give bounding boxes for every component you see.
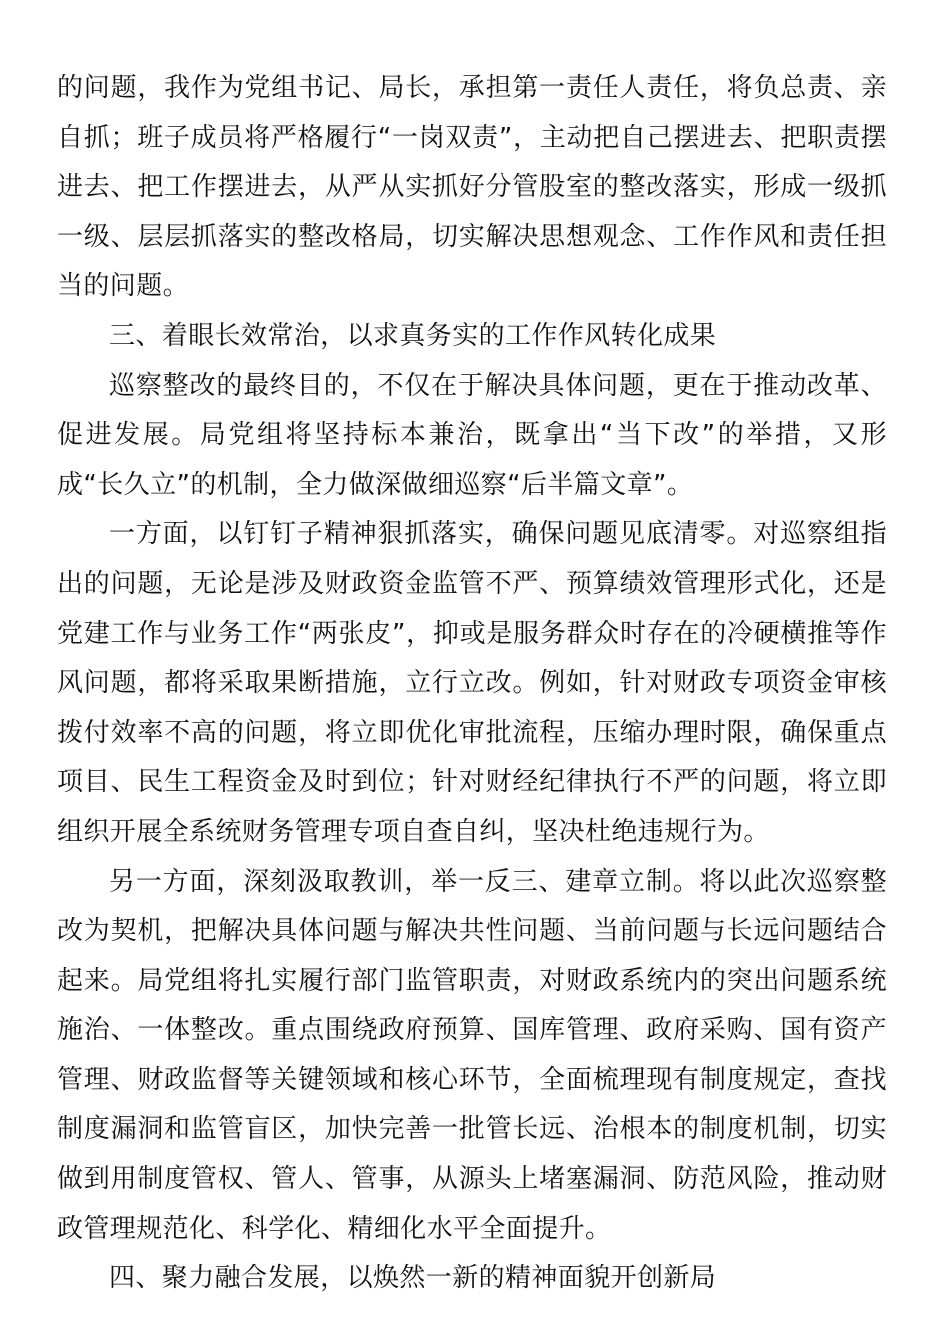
paragraph-rectification-goal: 巡察整改的最终目的，不仅在于解决具体问题，更在于推动改革、促进发展。局党组将坚持标本兼治，既拿出“当下改”的举措，又形成“长久立”的机制，全力做深做细巡察“后半篇文章”。 bbox=[57, 370, 887, 500]
paragraph-on-one-hand: 一方面，以钉钉子精神狠抓落实，确保问题见底清零。对巡察组指出的问题，无论是涉及财政资金监管不严、预算绩效管理形式化，还是党建工作与业务工作“两张皮”，抑或是服务群众时存在的冷硬横推等作风问题，都将采取果断措施，立行立改。例如，针对财政专项资金审核拨付效率不高的问题，将立即优化审批流程，压缩办理时限，确保重点项目、民生工程资金及时到位；针对财经纪律执行不严的问题，将立即组织开展全系统财务管理专项自查自纠，坚决杜绝违规行为。 bbox=[57, 519, 887, 847]
paragraph-on-other-hand: 另一方面，深刻汲取教训，举一反三、建章立制。将以此次巡察整改为契机，把解决具体问题与解决共性问题、当前问题与长远问题结合起来。局党组将扎实履行部门监管职责，对财政系统内的突出问题系统施治、一体整改。重点围绕政府预算、国库管理、政府采购、国有资产管理、财政监督等关键领域和核心环节，全面梳理现有制度规定，查找制度漏洞和监管盲区，加快完善一批管长远、治根本的制度机制，切实做到用制度管权、管人、管事，从源头上堵塞漏洞、防范风险，推动财政管理规范化、科学化、精细化水平全面提升。 bbox=[57, 866, 887, 1244]
paragraph-continuation: 的问题，我作为党组书记、局长，承担第一责任人责任，将负总责、亲自抓；班子成员将严格履行“一岗双责”，主动把自己摆进去、把职责摆进去、把工作摆进去，从严从实抓好分管股室的整改落实，形成一级抓一级、层层抓落实的整改格局，切实解决思想观念、工作作风和责任担当的问题。 bbox=[57, 73, 887, 302]
document-body bbox=[57, 64, 887, 1304]
section-heading-4: 四、聚力融合发展，以焕然一新的精神面貌开创新局 bbox=[109, 1263, 717, 1294]
section-heading-3: 三、着眼长效常治，以求真务实的工作作风转化成果 bbox=[109, 320, 717, 351]
